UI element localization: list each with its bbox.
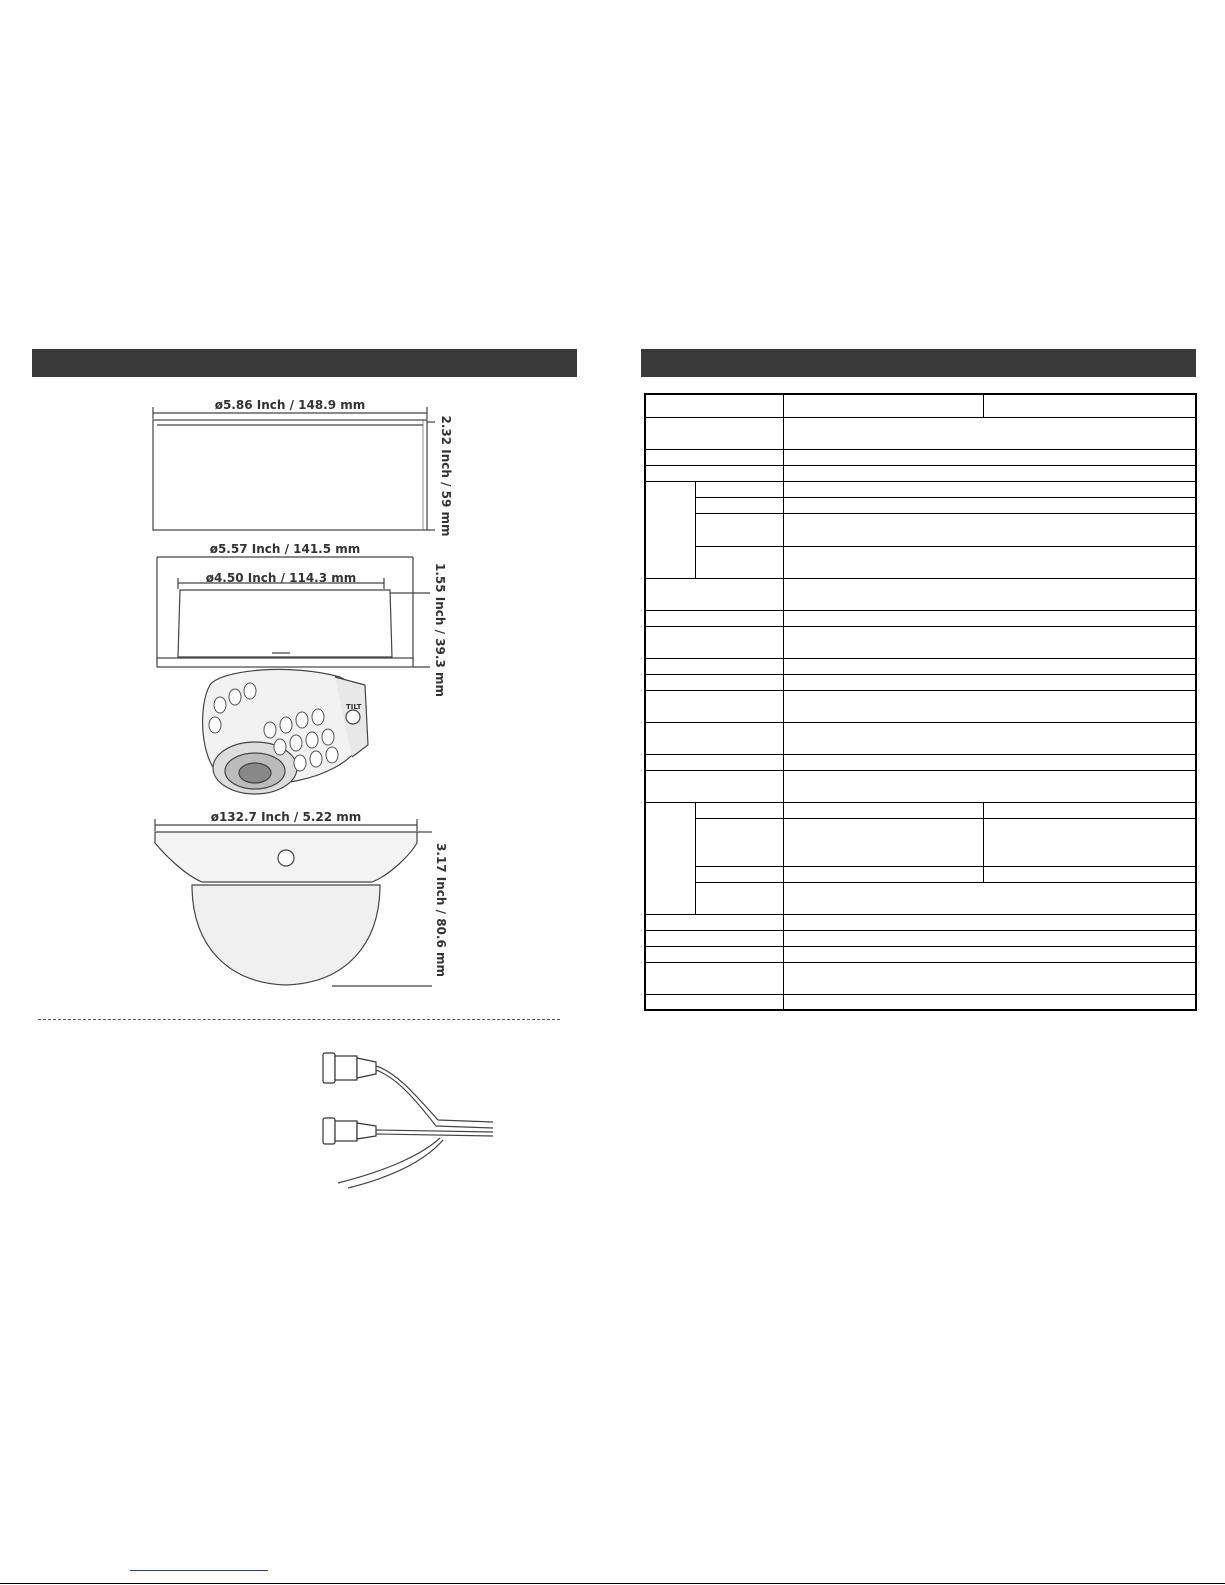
table-row: [645, 578, 1196, 610]
base-housing-drawing: [153, 407, 435, 530]
table-row: [645, 818, 1196, 866]
base-diameter-label: ø5.86 Inch / 148.9 mm: [214, 398, 366, 412]
dome-cover-drawing: [155, 819, 432, 986]
dimension-diagram: [140, 385, 460, 1005]
specification-table: [644, 393, 1197, 1011]
dome-diameter-label: ø132.7 Inch / 5.22 mm: [210, 810, 362, 824]
mount-height-label: 1.55 Inch / 39.3 mm: [433, 563, 447, 697]
table-row: [645, 770, 1196, 802]
section-divider: [38, 1019, 560, 1020]
table-row: [645, 449, 1196, 465]
table-row: [645, 962, 1196, 994]
table-row: [645, 690, 1196, 722]
table-row: [645, 674, 1196, 690]
table-row: [645, 930, 1196, 946]
left-section-header-bar: [32, 349, 577, 377]
table-row: [645, 465, 1196, 481]
table-row: [645, 626, 1196, 658]
tilt-marker-label: TILT: [346, 703, 362, 711]
mount-outer-diameter-label: ø5.57 Inch / 141.5 mm: [209, 542, 361, 556]
table-row: [645, 722, 1196, 754]
table-row: [645, 546, 1196, 578]
table-row: [645, 866, 1196, 882]
dome-height-label: 3.17 Inch / 80.6 mm: [434, 843, 448, 977]
table-row: [645, 417, 1196, 449]
table-row: [645, 754, 1196, 770]
base-height-label: 2.32 Inch / 59 mm: [439, 415, 453, 537]
footer-rule: [0, 1583, 1225, 1584]
table-row: [645, 994, 1196, 1010]
mount-inner-diameter-label: ø4.50 Inch / 114.3 mm: [205, 571, 357, 585]
table-row: [645, 610, 1196, 626]
footer-link-underline[interactable]: [130, 1570, 268, 1571]
cable-connectors-drawing: [318, 1048, 503, 1203]
table-row: [645, 914, 1196, 930]
right-section-header-bar: [641, 349, 1196, 377]
table-row: [645, 658, 1196, 674]
camera-module-drawing: [203, 669, 368, 794]
table-row: [645, 481, 1196, 497]
table-row: [645, 513, 1196, 546]
table-row: [645, 394, 1196, 417]
table-row: [645, 497, 1196, 513]
table-row: [645, 802, 1196, 818]
table-row: [645, 882, 1196, 914]
table-row: [645, 946, 1196, 962]
